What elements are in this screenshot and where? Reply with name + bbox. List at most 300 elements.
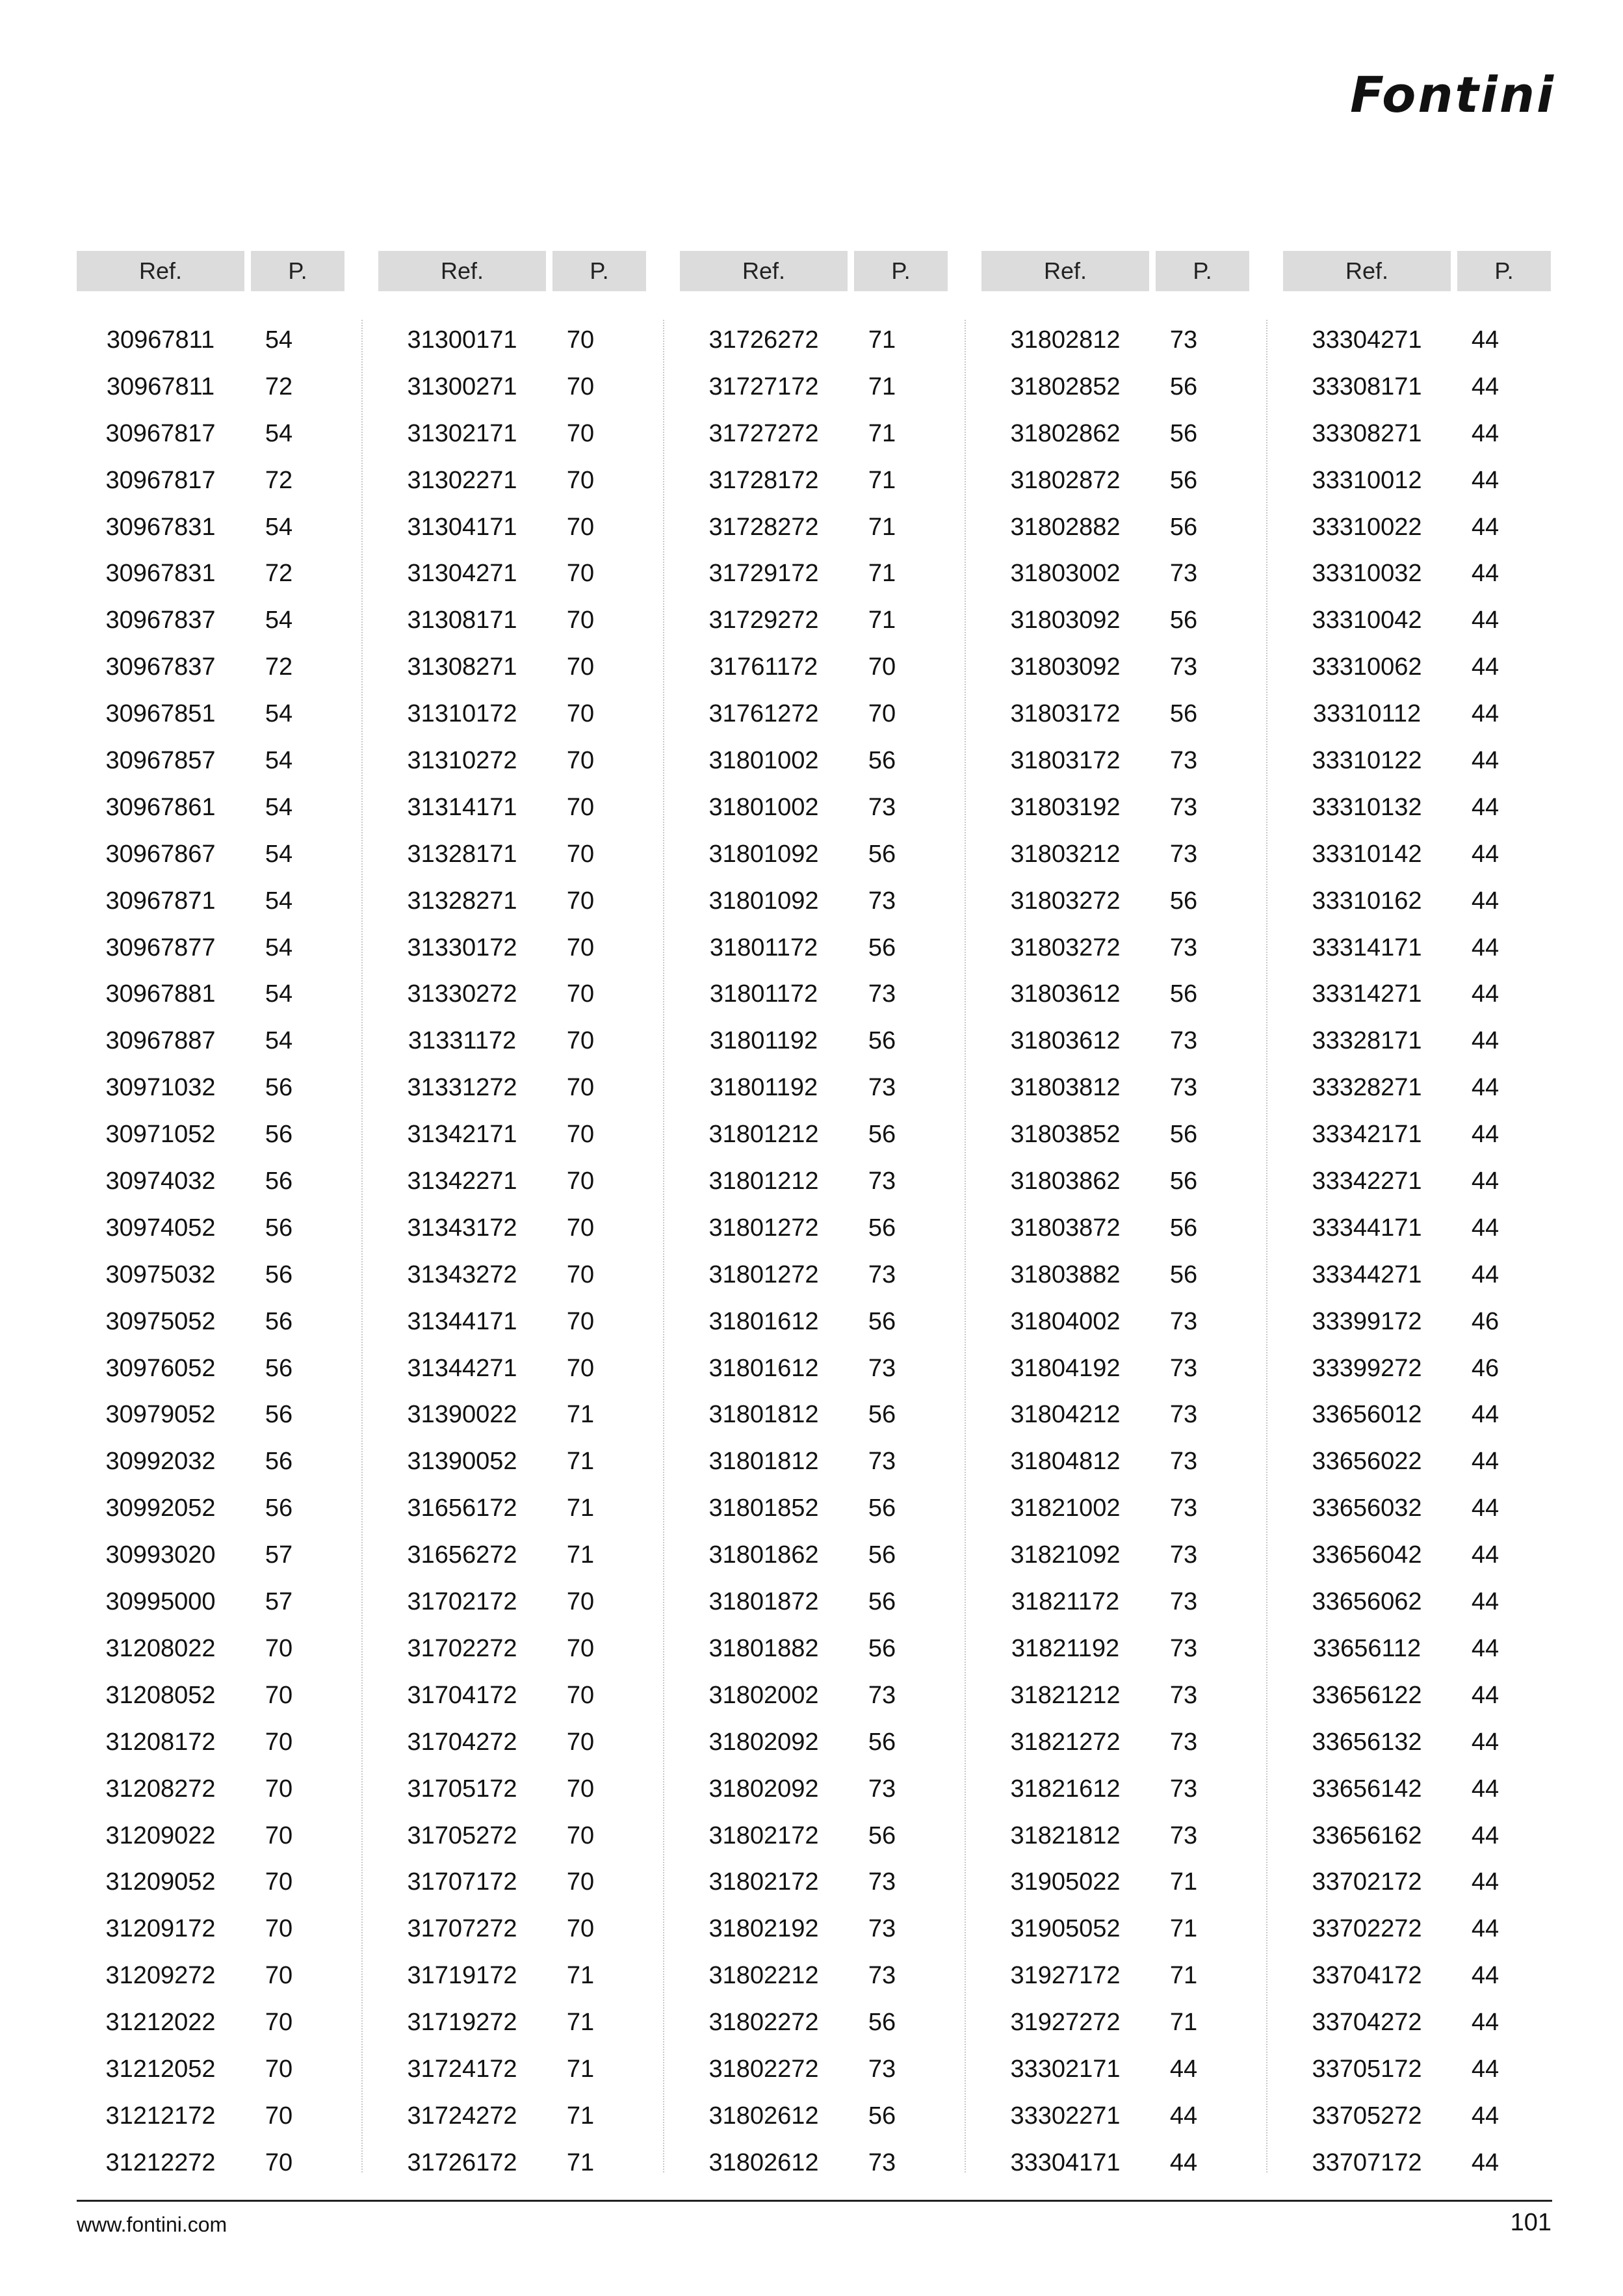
page-cell: 44 — [1169, 2055, 1198, 2083]
page-cell: 44 — [1471, 466, 1500, 494]
ref-cell: 31314171 — [407, 793, 517, 821]
page-cell: 70 — [868, 653, 896, 681]
ref-cell: 31209052 — [105, 1868, 216, 1896]
table-row — [680, 738, 948, 785]
table-row — [77, 925, 344, 972]
ref-cell: 31702172 — [407, 1588, 517, 1616]
ref-cell: 31802852 — [1010, 372, 1121, 400]
page-cell: 70 — [566, 1354, 595, 1382]
table-row — [77, 1205, 344, 1252]
ref-cell: 30967837 — [105, 653, 216, 681]
table-row — [680, 1439, 948, 1485]
table-row — [378, 878, 646, 925]
ref-cell: 33656122 — [1312, 1681, 1422, 1709]
page-cell: 44 — [1471, 747, 1500, 775]
ref-cell: 31726172 — [407, 2148, 517, 2176]
ref-cell: 33702172 — [1312, 1868, 1422, 1896]
table-row — [378, 785, 646, 831]
table-row — [77, 1065, 344, 1112]
page-cell: 70 — [566, 419, 595, 447]
ref-cell: 31802872 — [1010, 466, 1121, 494]
ref-cell: 33656162 — [1312, 1821, 1422, 1849]
table-row — [981, 878, 1249, 925]
table-row — [1283, 1485, 1551, 1532]
ref-cell: 33656022 — [1312, 1448, 1422, 1476]
ref-cell: 30967837 — [105, 607, 216, 634]
table-row — [1283, 1579, 1551, 1626]
ref-cell: 31331272 — [407, 1074, 517, 1102]
ref-cell: 31905052 — [1010, 1915, 1121, 1943]
ref-cell: 31724272 — [407, 2102, 517, 2130]
ref-cell: 31719172 — [407, 1962, 517, 1990]
table-row — [1283, 1532, 1551, 1579]
page-cell: 70 — [566, 1634, 595, 1662]
column-divider — [361, 320, 363, 2172]
table-row — [680, 1112, 948, 1158]
table-row — [981, 1346, 1249, 1392]
ref-cell: 31802612 — [708, 2102, 819, 2130]
footer-website-link[interactable]: www.fontini.com — [77, 2213, 227, 2236]
table-row — [981, 597, 1249, 644]
ref-cell: 31803812 — [1010, 1074, 1121, 1102]
table-row — [1283, 971, 1551, 1018]
table-row — [77, 878, 344, 925]
table-row — [680, 1673, 948, 1719]
page-cell: 70 — [265, 2055, 293, 2083]
page-cell: 56 — [1169, 1168, 1198, 1195]
ref-cell: 31803272 — [1010, 887, 1121, 915]
page-cell: 70 — [265, 1915, 293, 1943]
page-header: P. — [1156, 251, 1249, 291]
table-row — [1283, 458, 1551, 504]
ref-cell: 31728172 — [708, 466, 819, 494]
table-row — [378, 1813, 646, 1860]
ref-cell: 33702272 — [1312, 1915, 1422, 1943]
page-cell: 71 — [1169, 1868, 1198, 1896]
table-row — [1283, 2046, 1551, 2093]
page-cell: 73 — [868, 887, 896, 915]
table-row — [378, 1346, 646, 1392]
table-row — [981, 1439, 1249, 1485]
column-divider — [663, 320, 664, 2172]
page-cell: 73 — [1169, 1681, 1198, 1709]
page-cell: 44 — [1471, 840, 1500, 868]
page-cell: 56 — [1169, 419, 1198, 447]
page-cell: 70 — [265, 1821, 293, 1849]
ref-cell: 31804812 — [1010, 1448, 1121, 1476]
ref-cell: 30967857 — [105, 747, 216, 775]
table-row — [378, 1579, 646, 1626]
ref-cell: 31310172 — [407, 700, 517, 728]
table-row — [680, 691, 948, 738]
page-header: P. — [1457, 251, 1551, 291]
table-row — [77, 458, 344, 504]
table-row — [378, 1673, 646, 1719]
page-cell: 73 — [868, 1868, 896, 1896]
page-cell: 73 — [1169, 840, 1198, 868]
table-row — [981, 2140, 1249, 2187]
ref-cell: 31803002 — [1010, 560, 1121, 588]
page-cell: 44 — [1471, 2148, 1500, 2176]
page-cell: 70 — [566, 1214, 595, 1242]
ref-cell: 33310012 — [1312, 466, 1422, 494]
table-row — [378, 1018, 646, 1065]
ref-cell: 31803612 — [1010, 980, 1121, 1008]
table-row — [378, 2046, 646, 2093]
table-row — [680, 1158, 948, 1205]
ref-cell: 30967877 — [105, 933, 216, 961]
page-cell: 44 — [1471, 1214, 1500, 1242]
ref-cell: 33707172 — [1312, 2148, 1422, 2176]
page-cell: 70 — [566, 372, 595, 400]
page-cell: 73 — [868, 1260, 896, 1288]
page-cell: 70 — [265, 1868, 293, 1896]
table-row — [680, 1953, 948, 2000]
page-cell: 56 — [1169, 700, 1198, 728]
ref-cell: 31801212 — [708, 1168, 819, 1195]
ref-cell: 31802272 — [708, 2055, 819, 2083]
table-row — [680, 1579, 948, 1626]
ref-cell: 31208272 — [105, 1775, 216, 1803]
page-cell: 73 — [868, 1448, 896, 1476]
table-row — [77, 1018, 344, 1065]
table-row — [1283, 691, 1551, 738]
page-cell: 56 — [868, 1634, 896, 1662]
ref-cell: 31390052 — [407, 1448, 517, 1476]
table-row — [77, 2140, 344, 2187]
table-row — [77, 411, 344, 458]
table-row — [1283, 1158, 1551, 1205]
table-row — [680, 1065, 948, 1112]
table-row — [77, 364, 344, 411]
page-cell: 44 — [1471, 2055, 1500, 2083]
ref-cell: 33656062 — [1312, 1588, 1422, 1616]
page-cell: 73 — [868, 1775, 896, 1803]
ref-cell: 31803092 — [1010, 607, 1121, 634]
page-cell: 44 — [1471, 1541, 1500, 1569]
page-cell: 70 — [566, 1868, 595, 1896]
ref-cell: 31390022 — [407, 1401, 517, 1429]
ref-cell: 31656172 — [407, 1494, 517, 1522]
table-row — [981, 1205, 1249, 1252]
page-cell: 73 — [1169, 560, 1198, 588]
ref-cell: 30979052 — [105, 1401, 216, 1429]
page-cell: 72 — [265, 372, 293, 400]
ref-cell: 31212052 — [105, 2055, 216, 2083]
table-row — [1283, 1205, 1551, 1252]
ref-cell: 31803852 — [1010, 1121, 1121, 1149]
table-row — [680, 1299, 948, 1346]
page-cell: 70 — [566, 887, 595, 915]
ref-cell: 31761172 — [709, 653, 818, 681]
ref-cell: 30971052 — [105, 1121, 216, 1149]
page-cell: 56 — [1169, 1214, 1198, 1242]
page-cell: 70 — [868, 700, 896, 728]
page-cell: 44 — [1471, 1074, 1500, 1102]
ref-cell: 33399172 — [1312, 1307, 1422, 1335]
ref-cell: 33310032 — [1312, 560, 1422, 588]
page-cell: 72 — [265, 653, 293, 681]
table-row — [77, 1158, 344, 1205]
ref-cell: 30974032 — [105, 1168, 216, 1195]
page-cell: 73 — [868, 2055, 896, 2083]
ref-cell: 33656012 — [1312, 1401, 1422, 1429]
ref-cell: 30995000 — [105, 1588, 216, 1616]
table-row — [680, 2140, 948, 2187]
table-row — [77, 1299, 344, 1346]
ref-cell: 31761272 — [708, 700, 819, 728]
page-cell: 70 — [566, 1074, 595, 1102]
page-cell: 44 — [1471, 653, 1500, 681]
page-cell: 56 — [868, 1541, 896, 1569]
page-cell: 56 — [265, 1401, 293, 1429]
page-cell: 71 — [868, 513, 896, 541]
page-cell: 70 — [566, 980, 595, 1008]
page-cell: 54 — [265, 933, 293, 961]
ref-cell: 33656112 — [1312, 1634, 1422, 1662]
ref-header: Ref. — [981, 251, 1149, 291]
table-row — [981, 1392, 1249, 1439]
table-row — [981, 364, 1249, 411]
page-cell: 70 — [566, 607, 595, 634]
ref-cell: 31802002 — [708, 1681, 819, 1709]
page-cell: 71 — [1169, 1962, 1198, 1990]
table-row — [378, 1532, 646, 1579]
table-row — [77, 1673, 344, 1719]
table-row — [77, 1346, 344, 1392]
ref-cell: 30967831 — [105, 513, 216, 541]
page-cell: 56 — [868, 1121, 896, 1149]
page-cell: 70 — [566, 1027, 595, 1055]
ref-cell: 31801812 — [708, 1448, 819, 1476]
ref-cell: 33704272 — [1312, 2009, 1422, 2037]
table-row — [378, 1392, 646, 1439]
page-cell: 71 — [566, 2102, 595, 2130]
table-row — [378, 1859, 646, 1906]
ref-cell: 31704272 — [407, 1728, 517, 1756]
page-cell: 70 — [265, 2102, 293, 2130]
table-row — [680, 1532, 948, 1579]
page-cell: 70 — [265, 1634, 293, 1662]
table-row — [378, 1299, 646, 1346]
table-row — [981, 1112, 1249, 1158]
table-row — [1283, 411, 1551, 458]
page-cell: 70 — [265, 2009, 293, 2037]
page-cell: 56 — [868, 840, 896, 868]
ref-cell: 33310062 — [1312, 653, 1422, 681]
table-row — [981, 1579, 1249, 1626]
page-cell: 73 — [1169, 1448, 1198, 1476]
ref-cell: 33302171 — [1010, 2055, 1121, 2083]
ref-cell: 31342271 — [407, 1168, 517, 1195]
table-row — [680, 1252, 948, 1299]
page-cell: 71 — [868, 419, 896, 447]
ref-cell: 33344171 — [1312, 1214, 1422, 1242]
ref-cell: 31209022 — [105, 1821, 216, 1849]
page-cell: 44 — [1471, 793, 1500, 821]
ref-cell: 31801192 — [709, 1027, 818, 1055]
page-cell: 73 — [1169, 1074, 1198, 1102]
ref-cell: 33328271 — [1312, 1074, 1422, 1102]
ref-cell: 31802192 — [708, 1915, 819, 1943]
page-cell: 54 — [265, 1027, 293, 1055]
ref-cell: 33310142 — [1312, 840, 1422, 868]
table-row — [981, 691, 1249, 738]
page-cell: 73 — [868, 1962, 896, 1990]
table-row — [680, 1719, 948, 1766]
table-row — [77, 1392, 344, 1439]
table-row — [378, 1906, 646, 1953]
ref-cell: 33310112 — [1312, 700, 1422, 728]
ref-cell: 31726272 — [708, 326, 819, 354]
ref-cell: 30967851 — [105, 700, 216, 728]
table-row — [981, 1252, 1249, 1299]
table-row — [981, 2046, 1249, 2093]
page-cell: 44 — [1471, 1121, 1500, 1149]
page-cell: 71 — [566, 2055, 595, 2083]
page-cell: 56 — [868, 1401, 896, 1429]
ref-cell: 30967817 — [105, 419, 216, 447]
table-row — [981, 925, 1249, 972]
page-cell: 70 — [566, 1775, 595, 1803]
page-cell: 44 — [1471, 372, 1500, 400]
page-cell: 70 — [566, 1821, 595, 1849]
ref-cell: 33705272 — [1312, 2102, 1422, 2130]
ref-cell: 33342271 — [1312, 1168, 1422, 1195]
ref-cell: 31308171 — [407, 607, 517, 634]
ref-cell: 31801092 — [708, 840, 819, 868]
page-cell: 71 — [566, 1448, 595, 1476]
page-cell: 44 — [1471, 1168, 1500, 1195]
ref-cell: 31804192 — [1010, 1354, 1121, 1382]
ref-cell: 31801862 — [708, 1541, 819, 1569]
ref-cell: 31209272 — [105, 1962, 216, 1990]
page-cell: 71 — [566, 1494, 595, 1522]
page-cell: 44 — [1471, 700, 1500, 728]
ref-cell: 31212022 — [105, 2009, 216, 2037]
table-row — [1283, 504, 1551, 551]
page-cell: 70 — [265, 1728, 293, 1756]
table-row — [1283, 2000, 1551, 2046]
ref-cell: 31927172 — [1010, 1962, 1121, 1990]
table-row — [378, 831, 646, 878]
ref-cell: 31803272 — [1010, 933, 1121, 961]
ref-header: Ref. — [77, 251, 244, 291]
table-row — [981, 738, 1249, 785]
table-row — [77, 597, 344, 644]
table-row — [680, 831, 948, 878]
ref-cell: 31803872 — [1010, 1214, 1121, 1242]
page-cell: 46 — [1471, 1354, 1500, 1382]
table-row — [1283, 1906, 1551, 1953]
page-cell: 56 — [868, 747, 896, 775]
page-cell: 70 — [566, 747, 595, 775]
ref-cell: 31719272 — [407, 2009, 517, 2037]
page-header: P. — [552, 251, 646, 291]
table-row — [680, 1859, 948, 1906]
table-row — [77, 551, 344, 597]
ref-cell: 31821272 — [1010, 1728, 1121, 1756]
page-cell: 73 — [1169, 1541, 1198, 1569]
page-cell: 56 — [868, 1307, 896, 1335]
ref-cell: 31802862 — [1010, 419, 1121, 447]
ref-cell: 31821192 — [1011, 1634, 1120, 1662]
ref-cell: 31729172 — [708, 560, 819, 588]
table-row — [680, 1205, 948, 1252]
table-row — [77, 785, 344, 831]
page-cell: 70 — [265, 1962, 293, 1990]
index-rows — [378, 317, 646, 2187]
ref-cell: 33304171 — [1010, 2148, 1121, 2176]
table-row — [378, 1626, 646, 1673]
ref-cell: 31803172 — [1010, 700, 1121, 728]
page-cell: 70 — [566, 466, 595, 494]
table-row — [1283, 1299, 1551, 1346]
page-cell: 73 — [1169, 1728, 1198, 1756]
table-row — [378, 644, 646, 691]
ref-cell: 30967861 — [105, 793, 216, 821]
ref-cell: 33310042 — [1312, 607, 1422, 634]
ref-cell: 30971032 — [105, 1074, 216, 1102]
ref-cell: 31801612 — [708, 1354, 819, 1382]
ref-cell: 31727272 — [708, 419, 819, 447]
page-cell: 71 — [566, 1962, 595, 1990]
table-row — [680, 644, 948, 691]
page-cell: 44 — [1471, 1027, 1500, 1055]
page-header: P. — [251, 251, 344, 291]
ref-cell: 31801212 — [708, 1121, 819, 1149]
table-row — [680, 1766, 948, 1813]
index-rows — [77, 317, 344, 2187]
ref-cell: 30992032 — [105, 1448, 216, 1476]
table-row — [981, 1906, 1249, 1953]
page-cell: 54 — [265, 793, 293, 821]
page-cell: 71 — [868, 466, 896, 494]
page-cell: 54 — [265, 326, 293, 354]
page-cell: 70 — [566, 1121, 595, 1149]
index-rows — [1283, 317, 1551, 2187]
ref-cell: 33656142 — [1312, 1775, 1422, 1803]
ref-cell: 31801172 — [709, 933, 818, 961]
page-cell: 73 — [1169, 1401, 1198, 1429]
ref-cell: 31803612 — [1010, 1027, 1121, 1055]
page-cell: 71 — [868, 607, 896, 634]
page-cell: 44 — [1471, 1634, 1500, 1662]
page-cell: 73 — [1169, 1307, 1198, 1335]
table-row — [378, 364, 646, 411]
footer-rule — [77, 2200, 1552, 2202]
page-cell: 71 — [566, 1401, 595, 1429]
page-cell: 70 — [566, 1588, 595, 1616]
page-cell: 56 — [868, 1728, 896, 1756]
ref-cell: 31208052 — [105, 1681, 216, 1709]
page-cell: 44 — [1471, 980, 1500, 1008]
page-cell: 56 — [868, 2009, 896, 2037]
table-row — [1283, 1859, 1551, 1906]
page-cell: 70 — [566, 1915, 595, 1943]
page-cell: 73 — [868, 1915, 896, 1943]
page-cell: 73 — [1169, 1588, 1198, 1616]
page-cell: 56 — [868, 1821, 896, 1849]
table-row — [680, 925, 948, 972]
ref-cell: 31729272 — [708, 607, 819, 634]
table-row — [981, 1859, 1249, 1906]
table-row — [77, 1906, 344, 1953]
page-cell: 71 — [1169, 2009, 1198, 2037]
table-row — [981, 317, 1249, 364]
table-row — [680, 1626, 948, 1673]
ref-cell: 31927272 — [1010, 2009, 1121, 2037]
